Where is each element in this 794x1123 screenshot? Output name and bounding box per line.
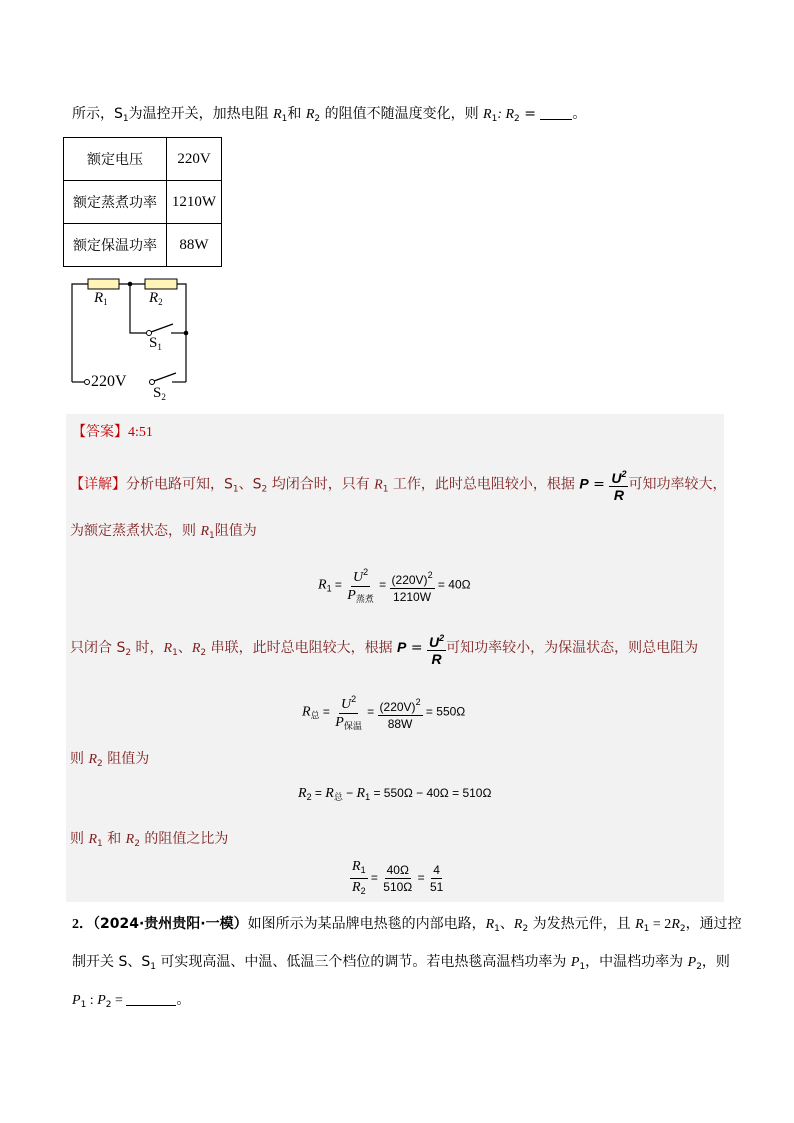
sub: 保温 xyxy=(343,721,362,731)
symbol: P xyxy=(687,955,697,970)
sub: 1 xyxy=(122,114,129,124)
symbol: R xyxy=(200,524,210,539)
symbol: R xyxy=(513,917,523,932)
detail-text: 串联，此时总电阻较大，根据 xyxy=(206,640,398,656)
symbol: P xyxy=(397,639,407,655)
sup: 2 xyxy=(439,632,445,643)
table-cell-value: 1210W xyxy=(167,181,222,224)
s2-letter: S xyxy=(153,385,162,401)
sub: 1 xyxy=(209,531,215,541)
symbol: P xyxy=(570,955,580,970)
question-intro xyxy=(72,104,586,129)
question-text: = xyxy=(111,993,127,1008)
detail-text: 分析电路可知，S xyxy=(126,476,233,493)
table-cell-label: 额定蒸煮功率 xyxy=(64,181,167,224)
table-cell-label: 额定电压 xyxy=(64,138,167,181)
detail-text: 为额定蒸煮状态，则 xyxy=(70,523,201,539)
sub: 2 xyxy=(97,759,103,769)
equation-r2: $R_2 = R_总 - R_1 = 550\Omega - 40\Omega = 510\Omega$ xyxy=(298,786,492,802)
fraction xyxy=(378,694,423,732)
detail-line-1 xyxy=(70,466,726,506)
detail-text: 均闭合时，只有 xyxy=(267,476,375,493)
question-text: ，则 xyxy=(701,954,730,970)
question-text: = 2 xyxy=(649,917,672,932)
r1-label xyxy=(94,290,108,307)
power-formula xyxy=(427,630,446,667)
detail-text: 、 xyxy=(177,640,192,656)
equals: = xyxy=(406,640,428,656)
detail-text: 阻值为 xyxy=(214,523,257,539)
symbol: R xyxy=(125,832,135,847)
symbol: R xyxy=(298,786,307,801)
sub: 蒸煮 xyxy=(355,594,374,604)
symbol: R xyxy=(325,786,334,801)
denominator: 51 xyxy=(429,880,444,894)
sub: 1 xyxy=(365,792,371,802)
detail-text: 和 xyxy=(102,831,126,847)
symbol: P xyxy=(335,715,344,730)
equation-r-total: $R_总$ = $\frac{U^2}{P_{保温}}$ = $\frac{(220V)^2}{88W}$ = 550Ω xyxy=(302,691,465,734)
intro-text: 和 xyxy=(287,106,306,122)
symbol: R xyxy=(163,641,173,656)
sub: 1 xyxy=(326,583,332,594)
sub: 1 xyxy=(382,484,389,495)
ratio-symbol: R xyxy=(483,107,492,122)
fraction xyxy=(333,691,364,734)
fraction xyxy=(381,862,414,895)
ratio-symbol: : R xyxy=(497,107,515,122)
sub: 2 xyxy=(522,924,529,934)
answer-blank[interactable] xyxy=(540,105,572,120)
symbol: R xyxy=(318,577,327,593)
fraction xyxy=(350,858,368,899)
detail-text: 的阻值之比为 xyxy=(139,831,229,847)
symbol: R xyxy=(88,832,98,847)
s1-label xyxy=(149,335,162,352)
circuit-svg xyxy=(60,272,210,407)
question-text: ，中温档功率为 xyxy=(585,954,688,970)
symbol: R xyxy=(671,917,680,932)
answer-line xyxy=(72,422,153,443)
detail-line-4 xyxy=(70,749,149,774)
result: = 40Ω xyxy=(437,577,471,592)
terminal-icon xyxy=(85,380,90,385)
detail-line-3 xyxy=(70,629,698,671)
sub: 1 xyxy=(157,342,162,352)
sub: 1 xyxy=(103,297,108,307)
wire xyxy=(130,284,146,333)
question-2-line-3 xyxy=(72,990,190,1015)
sub: 1 xyxy=(281,114,288,124)
denominator xyxy=(350,879,368,899)
result: = 550Ω xyxy=(425,704,466,719)
sub: 2 xyxy=(679,924,686,934)
sub: 1 xyxy=(80,1000,87,1010)
symbol: P xyxy=(72,993,81,1008)
denominator: 1210W xyxy=(393,589,432,604)
r2-symbol: R xyxy=(305,107,315,122)
r1-letter: R xyxy=(94,290,104,306)
sub: 总 xyxy=(333,792,343,802)
sub: 1 xyxy=(97,839,103,849)
sub: 1 xyxy=(491,114,498,124)
detail-text: 可知功率较小，为保温状态，则总电阻为 xyxy=(446,640,699,656)
denominator: 510Ω xyxy=(383,880,413,894)
symbol: U xyxy=(340,697,352,712)
numerator xyxy=(427,630,446,651)
symbol: P xyxy=(97,993,106,1008)
denominator xyxy=(333,714,364,734)
question-2-line-2 xyxy=(72,952,730,977)
detail-tag: 【详解】 xyxy=(70,476,126,493)
fraction xyxy=(390,567,435,605)
question-text: 为发热元件，且 xyxy=(528,916,636,932)
numerator xyxy=(351,564,370,587)
table-cell-value: 220V xyxy=(167,138,222,181)
switch-s2-blade-icon xyxy=(154,373,176,381)
sub: 2 xyxy=(134,839,140,849)
r2-letter: R xyxy=(149,290,159,306)
equals: = xyxy=(588,476,610,493)
sub: 2 xyxy=(314,114,321,124)
sub: 1 xyxy=(360,865,366,875)
question-text: 制开关 S、S xyxy=(72,954,151,970)
question-text: 如图所示为某品牌电热毯的内部电路， xyxy=(247,916,486,932)
equation-r1: $R_1$ = $\frac{U^2}{P_{蒸煮}}$ = $\frac{(220V)^2}{1210W}$ = 40Ω xyxy=(318,564,471,607)
answer-blank[interactable] xyxy=(126,991,176,1006)
sub: 总 xyxy=(310,710,320,721)
sub: 1 xyxy=(232,484,239,495)
table-cell-value: 88W xyxy=(167,224,222,267)
wire xyxy=(72,284,88,382)
numerator xyxy=(609,466,628,487)
intro-text: 。 xyxy=(572,106,587,122)
table-row xyxy=(64,181,222,224)
symbol: U xyxy=(352,570,364,585)
symbol: R xyxy=(302,704,311,720)
numerator xyxy=(339,691,358,714)
numerator: 40Ω xyxy=(386,863,409,877)
denominator: 88W xyxy=(387,716,413,731)
source-label: 220V xyxy=(91,373,127,390)
detail-text: 工作，此时总电阻较小，根据 xyxy=(388,476,580,493)
sub: 2 xyxy=(360,886,366,896)
switch-s2-contact-icon xyxy=(150,380,155,385)
symbol: R xyxy=(485,917,495,932)
question-number: 2． xyxy=(72,917,93,932)
detail-line-5 xyxy=(70,829,228,854)
symbol: R xyxy=(356,786,366,801)
detail-text: 则 xyxy=(70,751,89,767)
detail-text: 、S xyxy=(238,476,262,493)
fraction xyxy=(345,564,376,607)
detail-text: 只闭合 S xyxy=(70,640,126,656)
switch-s1-blade-icon xyxy=(151,324,173,332)
detail-text: 则 xyxy=(70,831,89,847)
sub: 2 xyxy=(105,1000,112,1010)
junction-dot xyxy=(184,331,189,336)
sup: 2 xyxy=(621,469,627,479)
value: (220V) xyxy=(379,699,416,714)
symbol: R xyxy=(635,917,644,932)
sub: 2 xyxy=(306,792,312,802)
answer-value: 4:51 xyxy=(128,425,153,440)
result: = 550Ω − 40Ω = 510Ω xyxy=(373,786,492,800)
circuit-diagram xyxy=(60,272,210,407)
fraction xyxy=(428,862,445,895)
question-text: 。 xyxy=(176,992,191,1008)
sub: 2 xyxy=(696,962,702,972)
symbol: R xyxy=(374,477,383,493)
sub: 2 xyxy=(261,484,268,495)
symbol: U xyxy=(429,633,440,650)
detail-line-2 xyxy=(70,521,257,546)
intro-text: 所示，S xyxy=(72,106,123,122)
sub: 1 xyxy=(172,648,178,658)
sub: 1 xyxy=(150,962,156,972)
symbol: R xyxy=(352,880,361,895)
sub: 2 xyxy=(161,392,166,402)
answer-tag: 【答案】 xyxy=(72,424,128,440)
resistor-r2-icon xyxy=(145,279,177,289)
s2-label xyxy=(153,385,166,402)
symbol: R xyxy=(352,859,361,874)
spec-table xyxy=(63,137,222,267)
value: (220V) xyxy=(391,572,428,587)
denominator: R xyxy=(431,650,442,667)
symbol: U xyxy=(611,470,622,486)
symbol: R xyxy=(88,752,98,767)
numerator xyxy=(378,694,423,716)
s1-letter: S xyxy=(149,335,158,351)
denominator xyxy=(345,587,376,607)
sub: 2 xyxy=(158,297,163,307)
sup: 2 xyxy=(351,694,357,704)
numerator: 4 xyxy=(433,863,440,877)
question-text: ，通过控 xyxy=(685,916,742,932)
r2-label xyxy=(149,290,163,307)
question-text: 可实现高温、中温、低温三个档位的调节。若电热毯高温档功率为 xyxy=(155,954,571,970)
question-2-line-1 xyxy=(72,914,742,939)
sup: 2 xyxy=(415,696,421,707)
r1-symbol: R xyxy=(273,107,282,122)
detail-text: 可知功率较大， xyxy=(628,476,727,493)
intro-text: 的阻值不随温度变化，则 xyxy=(320,106,484,122)
table-cell-label: 额定保温功率 xyxy=(64,224,167,267)
intro-text: = xyxy=(519,106,541,122)
question-source: （2024·贵州贵阳·一模） xyxy=(93,916,248,932)
numerator xyxy=(350,858,368,879)
resistor-r1-icon xyxy=(88,279,119,289)
symbol: R xyxy=(191,641,201,656)
table-row xyxy=(64,224,222,267)
equation-ratio: $\frac{R_1}{R_2}$ = $\frac{40\Omega}{510\Omega}$ = $\frac{4}{51}$ xyxy=(350,858,445,899)
detail-text: 时， xyxy=(131,640,164,656)
sup: 2 xyxy=(427,569,433,580)
numerator xyxy=(390,567,435,589)
denominator: R xyxy=(613,487,624,503)
table-row xyxy=(64,138,222,181)
sub: 1 xyxy=(643,924,650,934)
symbol: P xyxy=(347,588,356,603)
sup: 2 xyxy=(363,567,369,577)
sub: 1 xyxy=(579,962,586,972)
question-text: : xyxy=(86,993,98,1008)
intro-text: 为温控开关，加热电阻 xyxy=(128,106,274,122)
sub: 2 xyxy=(514,114,520,124)
question-text: 、 xyxy=(499,916,514,932)
symbol: P xyxy=(579,475,589,492)
sub: 2 xyxy=(125,648,132,658)
detail-text: 阻值为 xyxy=(102,751,150,767)
sub: 2 xyxy=(200,648,207,658)
sub: 1 xyxy=(494,924,500,934)
power-formula xyxy=(609,466,628,503)
